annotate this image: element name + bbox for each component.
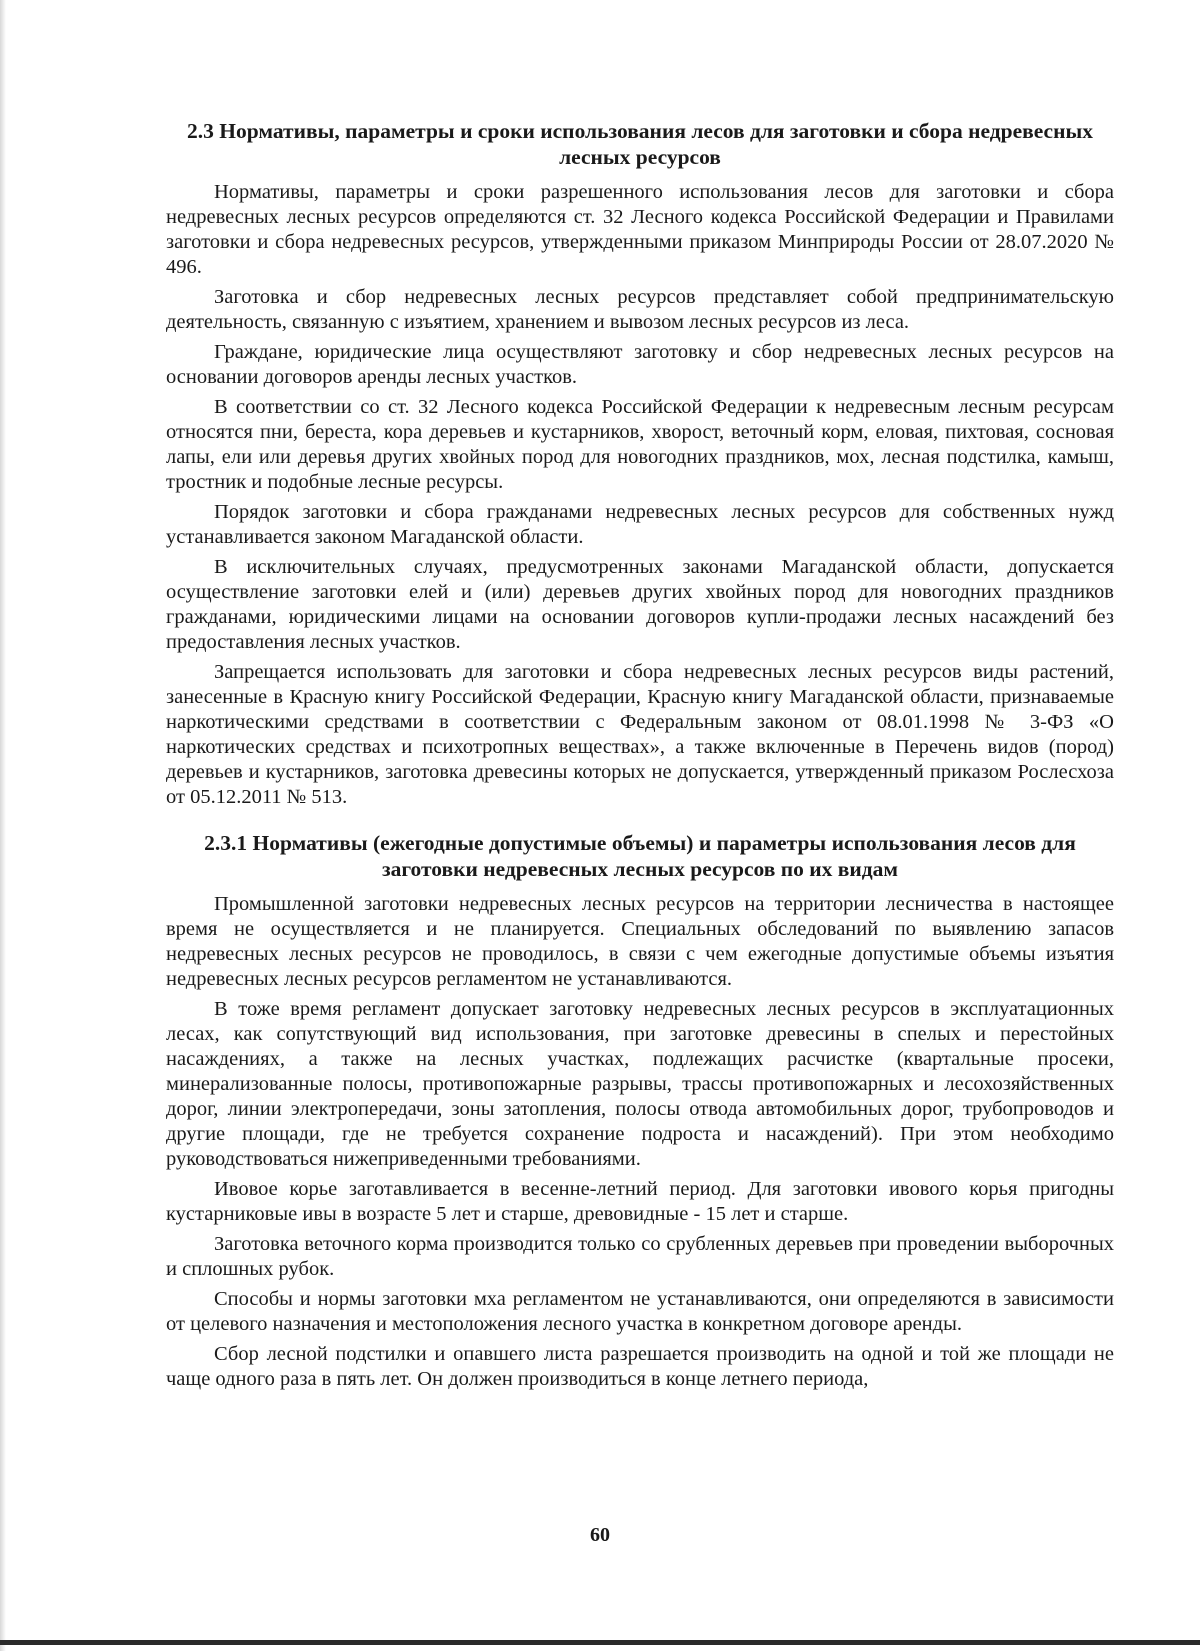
section-title: 2.3 Нормативы, параметры и сроки использования лесов для заготовки и сбора недревесных лесных ресурсов: [186, 119, 1094, 169]
subsection-paragraph: Сбор лесной подстилки и опавшего листа разрешается производить на одной и той же площади не чаще одного раза в пять лет. Он должен производиться в конце летнего периода,: [166, 1343, 1114, 1390]
scan-edge-shadow: [0, 0, 6, 1651]
subsection-paragraph: Заготовка веточного корма производится только со срубленных деревьев при проведении выборочных и сплошных рубок.: [166, 1233, 1114, 1280]
section-paragraph: Граждане, юридические лица осуществляют заготовку и сбор недревесных лесных ресурсов на основании договоров аренды лесных участков.: [166, 341, 1114, 388]
section-paragraph: Заготовка и сбор недревесных лесных ресурсов представляет собой предпринимательскую деятельность, связанную с изъятием, хранением и вывозом лесных ресурсов из леса.: [166, 286, 1114, 333]
subsection-title: 2.3.1 Нормативы (ежегодные допустимые объемы) и параметры использования лесов для заготовки недревесных лесных ресурсов по их видам: [204, 831, 1076, 881]
section-paragraph: Запрещается использовать для заготовки и сбора недревесных лесных ресурсов виды растений, занесенные в Красную книгу Российской Федерации, Красную книгу Магаданской области, признаваемые наркотическими средствами в соответствии с Федеральным законом от 08.01.1998 № 3-ФЗ «О наркотических средствах и психотропных веществах», а также включенные в Перечень видов (пород) деревьев и кустарников, заготовка древесины которых не допускается, утвержденный приказом Рослесхоза от 05.12.2011 № 513.: [166, 661, 1114, 808]
section-paragraph: В соответствии со ст. 32 Лесного кодекса Российской Федерации к недревесным лесным ресурсам относятся пни, береста, кора деревьев и кустарников, хворост, веточный корм, еловая, пихтовая, сосновая лапы, ели или деревья других хвойных пород для новогодних праздников, мох, лесная подстилка, камыш, тростник и подобные лесные ресурсы.: [166, 396, 1114, 493]
page-content: [166, 118, 1114, 1397]
section-paragraph: В исключительных случаях, предусмотренных законами Магаданской области, допускается осуществление заготовки елей и (или) деревьев других хвойных пород для новогодних праздников гражданами, юридическими лицами на основании договоров купли-продажи лесных насаждений без предоставления лесных участков.: [166, 556, 1114, 653]
scan-bottom-edge: [0, 1640, 1200, 1645]
subsection-paragraph: Ивовое корье заготавливается в весенне-летний период. Для заготовки ивового корья пригодны кустарниковые ивы в возрасте 5 лет и старше, древовидные - 15 лет и старше.: [166, 1178, 1114, 1225]
page-number: 60: [590, 1524, 610, 1546]
subsection-paragraph: Способы и нормы заготовки мха регламентом не устанавливаются, они определяются в зависимости от целевого назначения и местоположения лесного участка в конкретном договоре аренды.: [166, 1288, 1114, 1335]
subsection-paragraph: Промышленной заготовки недревесных лесных ресурсов на территории лесничества в настоящее время не осуществляется и не планируется. Специальных обследований по выявлению запасов недревесных лесных ресурсов не проводилось, в связи с чем ежегодные допустимые объемы изъятия недревесных лесных ресурсов регламентом не устанавливаются.: [166, 893, 1114, 990]
section-paragraph: Порядок заготовки и сбора гражданами недревесных лесных ресурсов для собственных нужд устанавливается законом Магаданской области.: [166, 501, 1114, 548]
section-paragraph: Нормативы, параметры и сроки разрешенного использования лесов для заготовки и сбора недревесных лесных ресурсов определяются ст. 32 Лесного кодекса Российской Федерации и Правилами заготовки и сбора недревесных ресурсов, утвержденными приказом Минприроды России от 28.07.2020 № 496.: [166, 181, 1114, 278]
subsection-paragraph: В тоже время регламент допускает заготовку недревесных лесных ресурсов в эксплуатационных лесах, как сопутствующий вид использования, при заготовке древесины в спелых и перестойных насаждениях, а также на лесных участках, подлежащих расчистке (квартальные просеки, минерализованные полосы, противопожарные разрывы, трассы противопожарных и лесохозяйственных дорог, линии электропередачи, зоны затопления, полосы отвода автомобильных дорог, трубопроводов и другие площади, где не требуется сохранение подроста и насаждений). При этом необходимо руководствоваться нижеприведенными требованиями.: [166, 998, 1114, 1170]
